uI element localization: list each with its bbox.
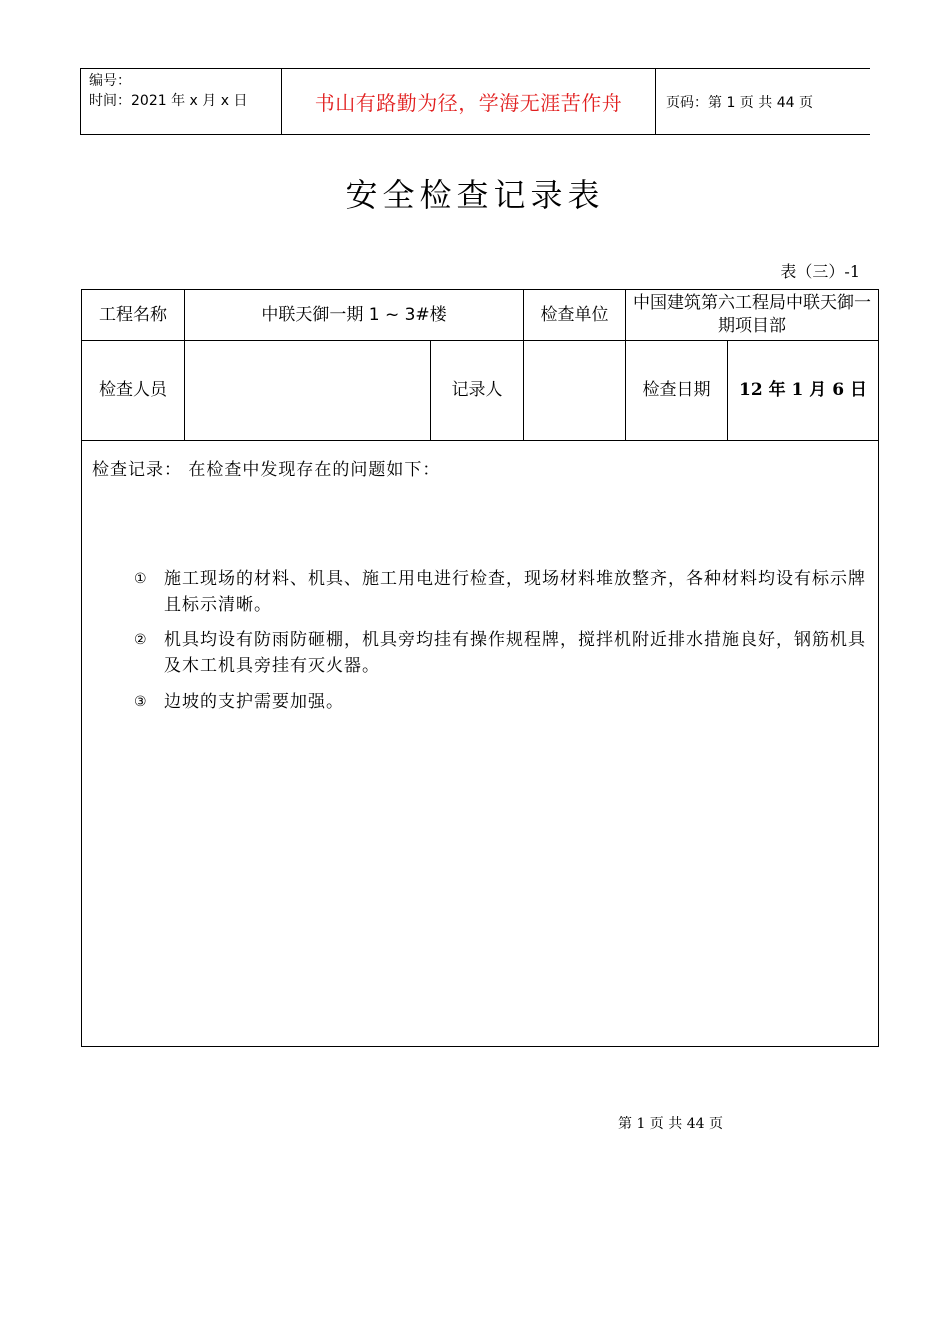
issue-item — [134, 566, 869, 618]
project-name-label: 工程名称 — [99, 304, 167, 325]
inspection-unit-value: 中国建筑第六工程局中联天御一期项目部 — [633, 293, 871, 336]
issue-text: 施工现场的材料、机具、施工用电进行检查，现场材料堆放整齐，各种材料均设有标示牌且标示清晰。 — [164, 569, 866, 615]
header-motto: 书山有路勤为径，学海无涯苦作舟 — [282, 69, 656, 134]
issue-item — [134, 689, 869, 715]
header-meta — [81, 69, 282, 134]
time-label: 时间：2021 年 x 月 x 日 — [89, 93, 248, 109]
header-page-code: 页码：第 1 页 共 44 页 — [666, 94, 813, 111]
row-divider — [82, 440, 878, 441]
issue-text: 边坡的支护需要加强。 — [164, 692, 344, 712]
inspection-date-label: 检查日期 — [642, 380, 711, 400]
issue-text: 机具均设有防雨防砸棚，机具旁均挂有操作规程牌，搅拌机附近排水措施良好，钢筋机具及木工机具旁挂有灭火器。 — [164, 630, 866, 676]
issue-item — [134, 627, 869, 679]
issue-number: ① — [134, 571, 148, 587]
inspection-date-value: 12 年 1 月 6 日 — [739, 380, 867, 400]
number-label: 编号： — [89, 73, 131, 89]
page-title: 安全检查记录表 — [345, 176, 605, 214]
table-number: 表（三）-1 — [780, 262, 860, 281]
inspector-value — [185, 341, 430, 440]
inspection-record-label: 检查记录： 在检查中发现存在的问题如下： — [92, 460, 441, 480]
recorder-value — [524, 341, 625, 440]
recorder-label: 记录人 — [451, 380, 503, 400]
project-name-value: 中联天御一期 1 ~ 3#楼 — [261, 304, 447, 325]
inspector-label: 检查人员 — [99, 380, 167, 400]
document-header — [80, 68, 870, 135]
inspection-form-table — [81, 289, 879, 1047]
page-footer: 第 1 页 共 44 页 — [618, 1116, 723, 1132]
issue-number: ② — [134, 632, 148, 648]
issue-number: ③ — [134, 694, 148, 710]
inspection-unit-label: 检查单位 — [540, 304, 609, 325]
